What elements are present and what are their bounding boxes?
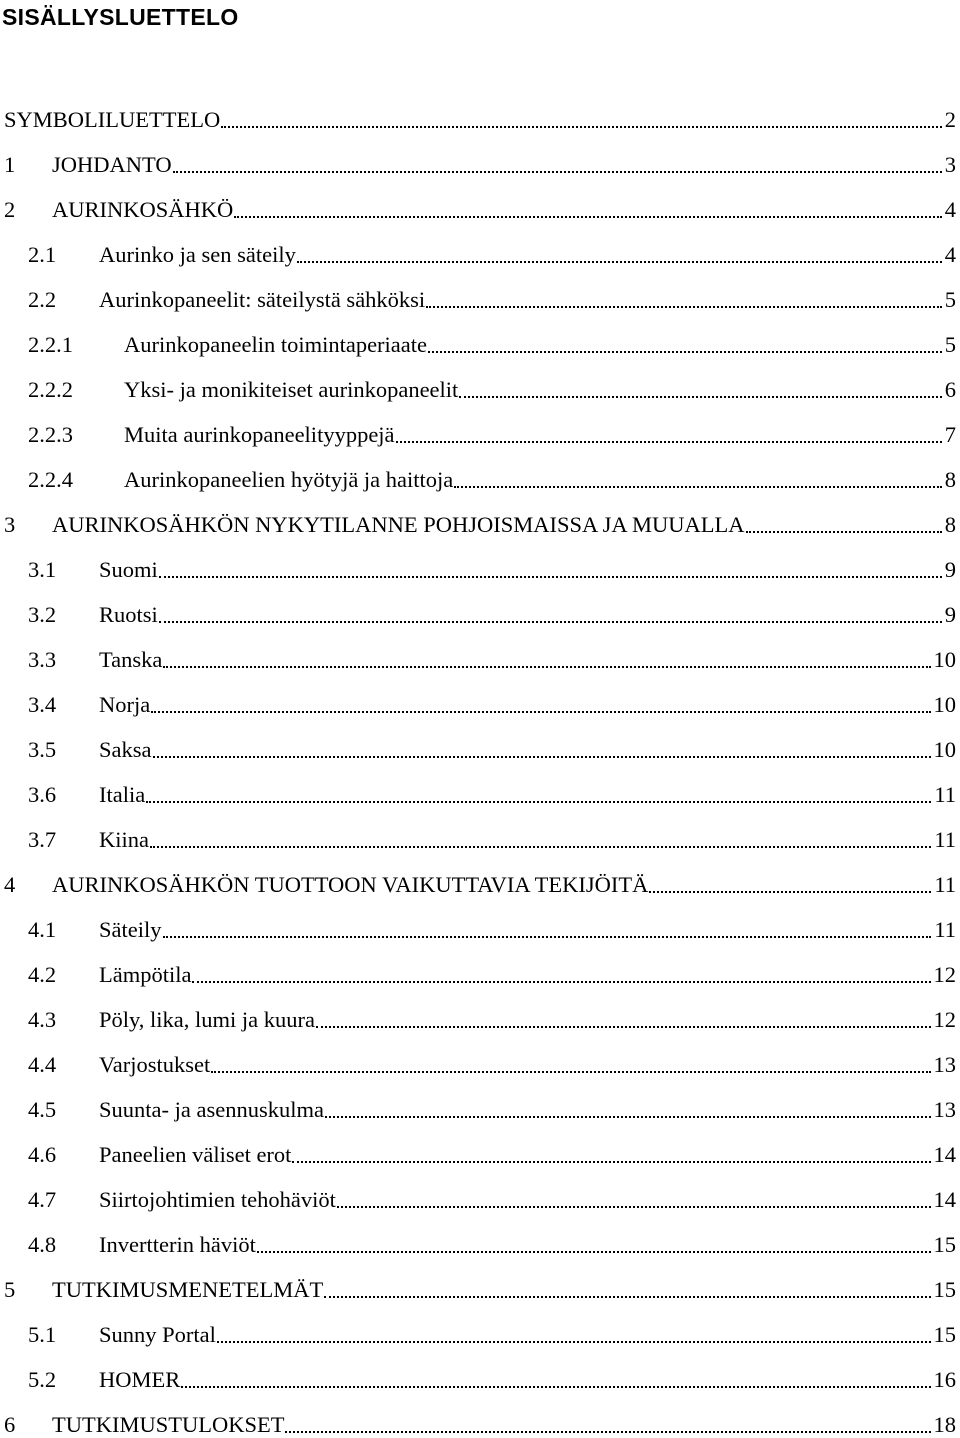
toc-entry-title: Siirtojohtimien tehohäviöt [99, 1187, 336, 1212]
toc-dot-leader [396, 441, 942, 443]
toc-entry-title: Aurinkopaneelit: säteilystä sähköksi [99, 287, 426, 312]
toc-entry-number: 4.6 [28, 1142, 57, 1167]
toc-entry[interactable] [0, 1393, 960, 1438]
toc-entry-title: Sunny Portal [99, 1322, 216, 1347]
toc-entry[interactable] [0, 628, 960, 673]
toc-entry-title: Aurinkopaneelin toimintaperiaate [124, 332, 428, 357]
toc-entry[interactable] [0, 538, 960, 583]
toc-entry-number: 4 [4, 872, 16, 897]
toc-entry[interactable] [0, 358, 960, 403]
toc-entry-number: 2.2.3 [28, 422, 73, 447]
toc-entry-title: JOHDANTO [52, 152, 172, 177]
toc-dot-leader [159, 576, 942, 578]
toc-entry-page: 10 [933, 692, 956, 717]
toc-entry-number: 2.2 [28, 287, 57, 312]
toc-entry[interactable] [0, 808, 960, 853]
toc-entry[interactable] [0, 88, 960, 133]
toc-entry[interactable] [0, 1078, 960, 1123]
toc-dot-leader [426, 306, 942, 308]
toc-entry-title: Paneelien väliset erot [99, 1142, 292, 1167]
toc-dot-leader [234, 216, 941, 218]
toc-entry-page: 13 [933, 1097, 956, 1122]
toc-entry[interactable] [0, 853, 960, 898]
toc-dot-leader [257, 1251, 931, 1253]
toc-dot-leader [221, 126, 942, 128]
toc-dot-leader [217, 1341, 931, 1343]
toc-entry-number: 3.3 [28, 647, 57, 672]
toc-entry-title: AURINKOSÄHKÖN TUOTTOON VAIKUTTAVIA TEKIJÖITÄ [52, 872, 649, 897]
toc-entry-number: 3.5 [28, 737, 57, 762]
toc-entry-page: 13 [933, 1052, 956, 1077]
toc-entry[interactable] [0, 493, 960, 538]
toc-dot-leader [163, 936, 932, 938]
toc-entry-number: 2.2.1 [28, 332, 73, 357]
toc-entry[interactable] [0, 1258, 960, 1303]
toc-entry[interactable] [0, 1303, 960, 1348]
toc-entry-page: 6 [944, 377, 956, 402]
toc-entry-page: 12 [933, 962, 956, 987]
toc-dot-leader [181, 1386, 930, 1388]
toc-entry[interactable] [0, 268, 960, 313]
toc-entry-title: Yksi- ja monikiteiset aurinkopaneelit [124, 377, 459, 402]
toc-entry-number: 4.3 [28, 1007, 57, 1032]
toc-dot-leader [153, 756, 931, 758]
toc-entry-page: 14 [933, 1187, 956, 1212]
toc-entry-page: 15 [933, 1322, 956, 1347]
toc-entry-number: 4.5 [28, 1097, 57, 1122]
toc-entry-number: 4.7 [28, 1187, 57, 1212]
toc-entry[interactable] [0, 313, 960, 358]
toc-entry-page: 7 [944, 422, 956, 447]
toc-entry-number: 2.2.2 [28, 377, 73, 402]
toc-entry-title: AURINKOSÄHKÖ [52, 197, 234, 222]
toc-entry-number: 2 [4, 197, 16, 222]
toc-entry[interactable] [0, 403, 960, 448]
toc-entry[interactable] [0, 943, 960, 988]
toc-entry-page: 18 [933, 1412, 956, 1437]
toc-dot-leader [325, 1116, 931, 1118]
toc-dot-leader [649, 891, 931, 893]
toc-entry-number: 3.1 [28, 557, 57, 582]
toc-entry-page: 9 [944, 602, 956, 627]
toc-entry-page: 9 [944, 557, 956, 582]
toc-dot-leader [459, 396, 941, 398]
toc-dot-leader [428, 351, 942, 353]
toc-entry[interactable] [0, 1213, 960, 1258]
toc-entry[interactable] [0, 898, 960, 943]
toc-dot-leader [324, 1296, 930, 1298]
toc-dot-leader [297, 261, 942, 263]
toc-dot-leader [316, 1026, 930, 1028]
toc-dot-leader [192, 981, 930, 983]
toc-dot-leader [746, 531, 942, 533]
toc-entry-title: Saksa [99, 737, 152, 762]
toc-entry-title: Muita aurinkopaneelityyppejä [124, 422, 395, 447]
toc-entry[interactable] [0, 223, 960, 268]
toc-dot-leader [150, 846, 931, 848]
toc-entry-page: 15 [933, 1277, 956, 1302]
toc-entry-page: 10 [933, 737, 956, 762]
toc-entry-title: Aurinko ja sen säteily [99, 242, 296, 267]
toc-entry-page: 12 [933, 1007, 956, 1032]
toc-entry-title: Aurinkopaneelien hyötyjä ja haittoja [124, 467, 454, 492]
toc-dot-leader [292, 1161, 930, 1163]
toc-entry[interactable] [0, 1168, 960, 1213]
toc-entry-number: 2.2.4 [28, 467, 73, 492]
toc-entry-page: 14 [933, 1142, 956, 1167]
toc-entry[interactable] [0, 583, 960, 628]
toc-entry-title: Italia [99, 782, 146, 807]
toc-entry[interactable] [0, 178, 960, 223]
toc-entry-title: Pöly, lika, lumi ja kuura [99, 1007, 316, 1032]
toc-entry[interactable] [0, 448, 960, 493]
toc-entry-title: Säteily [99, 917, 162, 942]
toc-entry-page: 4 [944, 242, 956, 267]
toc-entry-number: 4.2 [28, 962, 57, 987]
toc-entry-number: 4.4 [28, 1052, 57, 1077]
toc-entry-number: 1 [4, 152, 16, 177]
toc-entry-title: TUTKIMUSMENETELMÄT [52, 1277, 324, 1302]
toc-entry[interactable] [0, 1123, 960, 1168]
toc-dot-leader [285, 1431, 930, 1433]
toc-entry-number: 5.2 [28, 1367, 57, 1392]
toc-entry[interactable] [0, 1033, 960, 1078]
toc-entry-number: 5 [4, 1277, 16, 1302]
toc-entry-page: 11 [934, 827, 956, 852]
toc-dot-leader [163, 666, 930, 668]
toc-entry-page: 11 [934, 782, 956, 807]
toc-entry-page: 4 [944, 197, 956, 222]
table-of-contents [0, 88, 960, 1438]
toc-entry-title: AURINKOSÄHKÖN NYKYTILANNE POHJOISMAISSA JA MUUALLA [52, 512, 745, 537]
toc-entry-number: 4.8 [28, 1232, 57, 1257]
page-title: SISÄLLYSLUETTELO [2, 4, 239, 30]
toc-dot-leader [173, 171, 942, 173]
toc-dot-leader [151, 711, 930, 713]
toc-entry-title: SYMBOLILUETTELO [4, 107, 221, 132]
toc-entry-number: 3.7 [28, 827, 57, 852]
toc-entry-number: 3.6 [28, 782, 57, 807]
toc-entry-title: Lämpötila [99, 962, 192, 987]
toc-entry-page: 16 [933, 1367, 956, 1392]
toc-entry-title: Suomi [99, 557, 158, 582]
toc-entry[interactable] [0, 133, 960, 178]
toc-entry-page: 11 [934, 917, 956, 942]
toc-entry-page: 8 [944, 467, 956, 492]
toc-entry-title: Kiina [99, 827, 149, 852]
toc-dot-leader [146, 801, 931, 803]
toc-dot-leader [337, 1206, 931, 1208]
toc-entry-title: Ruotsi [99, 602, 158, 627]
toc-entry-title: Suunta- ja asennuskulma [99, 1097, 324, 1122]
toc-entry-page: 3 [944, 152, 956, 177]
toc-dot-leader [211, 1071, 930, 1073]
toc-entry-number: 2.1 [28, 242, 57, 267]
toc-entry-page: 11 [934, 872, 956, 897]
toc-entry[interactable] [0, 1348, 960, 1393]
toc-entry[interactable] [0, 988, 960, 1033]
toc-entry-number: 6 [4, 1412, 16, 1437]
toc-entry-page: 10 [933, 647, 956, 672]
toc-entry-number: 3 [4, 512, 16, 537]
toc-entry[interactable] [0, 763, 960, 808]
toc-entry-number: 4.1 [28, 917, 57, 942]
toc-entry-page: 2 [944, 107, 956, 132]
toc-entry-page: 5 [944, 287, 956, 312]
toc-entry-number: 3.4 [28, 692, 57, 717]
toc-entry-title: Norja [99, 692, 151, 717]
toc-entry-number: 5.1 [28, 1322, 57, 1347]
toc-entry[interactable] [0, 673, 960, 718]
toc-entry-title: Varjostukset [99, 1052, 211, 1077]
toc-entry-title: TUTKIMUSTULOKSET [52, 1412, 285, 1437]
toc-entry-page: 15 [933, 1232, 956, 1257]
toc-entry-title: Tanska [99, 647, 163, 672]
toc-entry-title: Invertterin häviöt [99, 1232, 256, 1257]
toc-entry-page: 5 [944, 332, 956, 357]
toc-entry-number: 3.2 [28, 602, 57, 627]
toc-dot-leader [159, 621, 942, 623]
toc-dot-leader [454, 486, 941, 488]
toc-entry-page: 8 [944, 512, 956, 537]
toc-entry[interactable] [0, 718, 960, 763]
toc-entry-title: HOMER [99, 1367, 181, 1392]
